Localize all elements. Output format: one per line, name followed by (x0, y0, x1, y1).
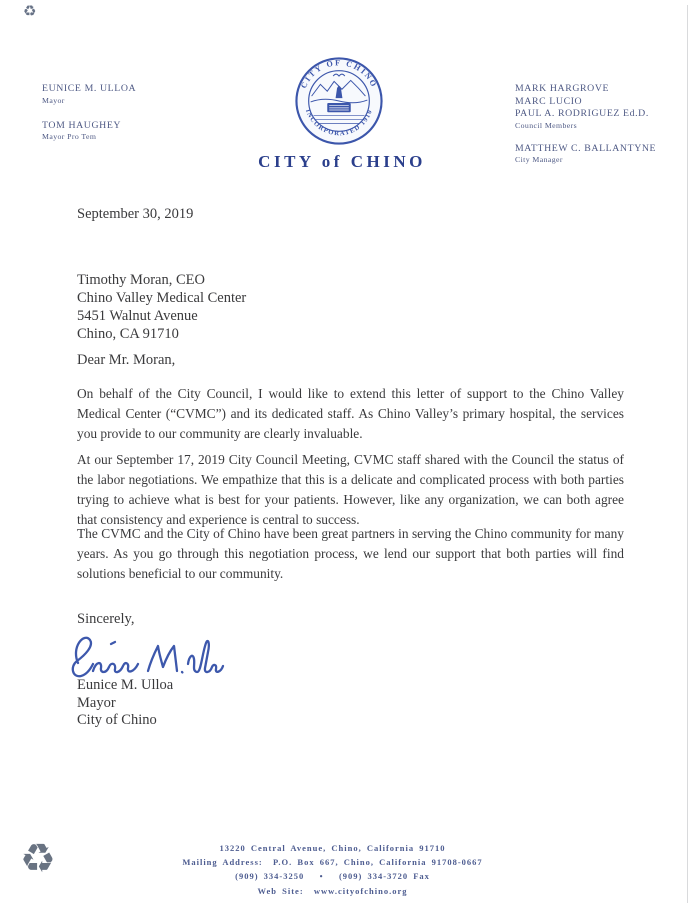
official-mayor-pro-tem (42, 120, 136, 143)
council-member-name: MARK HARGROVE (515, 83, 610, 94)
footer-phone-numbers: (909) 334-3250 • (909) 334-3720 Fax (235, 871, 430, 882)
signature-block (77, 677, 173, 730)
salutation: Dear Mr. Moran, (77, 352, 176, 368)
official-title: Mayor (42, 95, 65, 105)
recipient-line: Timothy Moran, CEO (77, 272, 205, 288)
recipient-line: Chino Valley Medical Center (77, 290, 247, 306)
footer-mailing-address: Mailing Address: P.O. Box 667, Chino, California 91708-0667 (182, 857, 483, 868)
footer-contact-block (0, 841, 665, 898)
body-paragraph-2: At our September 17, 2019 City Council Meeting, CVMC staff shared with the Council the status of the labor negotiations. We empathize that this is a delicate and complicated process with both parties trying to achieve what is best for your patients. However, like any organization, we can both agree that consistency and experience is central to success. (77, 452, 624, 527)
body-paragraph-3: The CVMC and the City of Chino have been great partners in serving the Chino community for many years. As you go through this negotiation process, we lend our support that both parties will find solutions beneficial to our community. (77, 526, 624, 581)
seal-bottom-text: INCORPORATED 1910 (304, 108, 374, 138)
official-title: Mayor Pro Tem (42, 132, 97, 141)
council-member-name: PAUL A. RODRIGUEZ Ed.D. (515, 108, 649, 119)
city-manager-group (515, 143, 656, 166)
seal-top-text: CITY OF CHINO (298, 58, 380, 90)
scan-edge-artifact (687, 5, 688, 903)
official-name: EUNICE M. ULLOA (42, 83, 137, 94)
recycle-icon-bottom: ♻ (20, 836, 56, 882)
recipient-line: Chino, CA 91710 (77, 326, 179, 342)
official-name: TOM HAUGHEY (42, 119, 122, 131)
closing: Sincerely, (77, 611, 135, 627)
city-wordmark: CITY of CHINO (258, 152, 426, 171)
body-paragraph-1: On behalf of the City Council, I would like to extend this letter of support to the Chino Valley Medical Center (“CVMC”) and its dedicated staff. As Chino Valley’s primary hospital, the services you provide to our community are clearly invaluable. (77, 386, 624, 441)
signer-organization: City of Chino (77, 712, 157, 728)
recipient-address (77, 271, 246, 343)
recycle-icon-top: ♻ (23, 2, 37, 20)
letterhead-right-officials (515, 83, 656, 177)
city-manager-label: City Manager (515, 155, 563, 164)
letterhead-left-officials (42, 83, 136, 156)
recipient-line: 5451 Walnut Avenue (77, 308, 198, 324)
footer-website: Web Site: www.cityofchino.org (257, 885, 408, 896)
council-member-name: MARC LUCIO (515, 95, 583, 107)
council-members-group (515, 83, 656, 131)
council-members-label: Council Members (515, 120, 578, 130)
city-seal (294, 55, 384, 147)
letter-date: September 30, 2019 (77, 206, 194, 222)
signer-title: Mayor (77, 694, 116, 711)
signer-name: Eunice M. Ulloa (77, 677, 174, 693)
footer-street-address: 13220 Central Avenue, Chino, California 91710 (219, 843, 446, 853)
official-mayor (42, 83, 136, 106)
city-manager-name: MATTHEW C. BALLANTYNE (515, 142, 657, 154)
